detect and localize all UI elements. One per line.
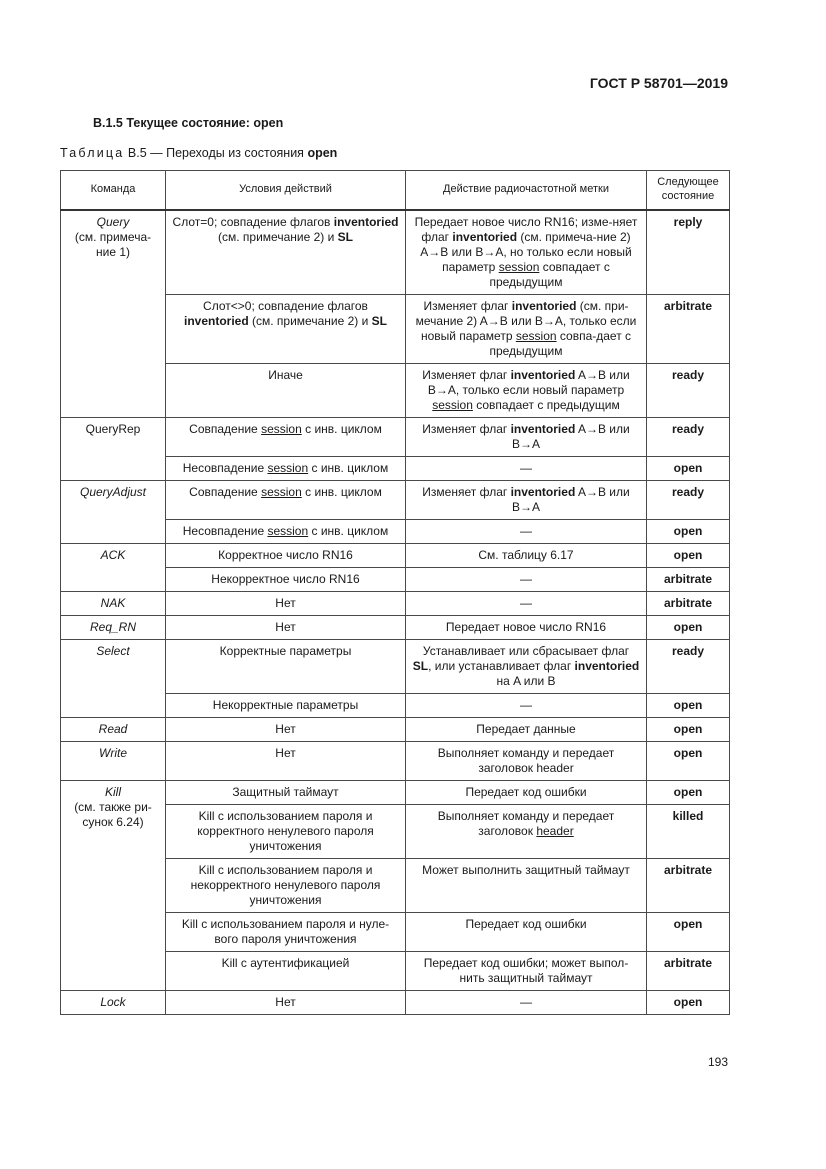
- condition-cell: Некорректные параметры: [166, 694, 406, 718]
- action-cell: —: [406, 568, 647, 592]
- table-row: [61, 742, 730, 781]
- text-bold: inventoried: [510, 422, 576, 436]
- text-underlined: session: [515, 329, 557, 343]
- table-row: [61, 718, 730, 742]
- text: Совпадение: [189, 422, 258, 436]
- condition-cell: [166, 210, 406, 295]
- text: Передает новое число RN16; изме-няет флаг: [414, 215, 638, 244]
- text: Совпадение: [189, 485, 258, 499]
- next-state-cell: open: [647, 616, 730, 640]
- text-underlined: session: [261, 422, 302, 436]
- condition-cell: [166, 481, 406, 520]
- action-cell: —: [406, 457, 647, 481]
- next-state-cell: arbitrate: [647, 859, 730, 913]
- text: Слот=0; совпадение флагов: [172, 215, 331, 229]
- next-state-cell: reply: [647, 210, 730, 295]
- command-queryadjust: QueryAdjust: [61, 481, 166, 544]
- command-queryrep: QueryRep: [61, 418, 166, 481]
- text: A→B или B→A, только если новый параметр: [427, 368, 630, 397]
- next-state-cell: arbitrate: [647, 592, 730, 616]
- text-underlined: session: [498, 260, 540, 274]
- next-state-cell: open: [647, 718, 730, 742]
- action-cell: [406, 805, 647, 859]
- command-kill: [61, 781, 166, 991]
- condition-cell: Нет: [166, 592, 406, 616]
- text: с инв. циклом: [305, 422, 382, 436]
- action-cell: Передает код ошибки: [406, 781, 647, 805]
- text: (см. примечание 2) и: [218, 230, 335, 244]
- section-heading: B.1.5 Текущее состояние: open: [93, 116, 284, 130]
- text-underlined: session: [432, 398, 473, 412]
- text-bold: SL: [412, 659, 429, 673]
- condition-cell: Kill с использованием пароля и корректного ненулевого пароля уничтожения: [166, 805, 406, 859]
- command-name: Query: [96, 215, 130, 229]
- condition-cell: [166, 418, 406, 457]
- header-next-state: Следующее состояние: [647, 171, 730, 211]
- next-state-cell: ready: [647, 640, 730, 694]
- text-bold: SL: [337, 230, 353, 244]
- next-state-cell: ready: [647, 364, 730, 418]
- action-cell: [406, 418, 647, 457]
- command-ack: ACK: [61, 544, 166, 592]
- condition-cell: Kill с использованием пароля и некорректного ненулевого пароля уничтожения: [166, 859, 406, 913]
- condition-cell: [166, 457, 406, 481]
- text: с инв. циклом: [311, 461, 389, 475]
- next-state-cell: open: [647, 520, 730, 544]
- condition-cell: Нет: [166, 742, 406, 781]
- command-note: (см. примеча-ние 1): [74, 230, 152, 259]
- action-cell: Может выполнить защитный таймаут: [406, 859, 647, 913]
- action-cell: [406, 481, 647, 520]
- condition-cell: Корректные параметры: [166, 640, 406, 694]
- action-cell: Передает данные: [406, 718, 647, 742]
- text: на A или B: [496, 674, 556, 688]
- transitions-table: [60, 170, 730, 1015]
- next-state-cell: open: [647, 544, 730, 568]
- action-cell: См. таблицу 6.17: [406, 544, 647, 568]
- text: (см. при-мечание 2) A→B или B→A, только если новый параметр: [415, 299, 637, 343]
- table-row: [61, 640, 730, 694]
- command-select: Select: [61, 640, 166, 718]
- condition-cell: Kill с использованием пароля и нуле-вого пароля уничтожения: [166, 913, 406, 952]
- text: Устанавливает или сбрасывает флаг: [422, 644, 630, 658]
- header-command: Команда: [61, 171, 166, 211]
- table-caption: [60, 146, 337, 160]
- text-bold: inventoried: [452, 230, 518, 244]
- next-state-cell: open: [647, 694, 730, 718]
- text-bold: SL: [371, 314, 387, 328]
- text: , или устанавливает флаг: [428, 659, 572, 673]
- text: Несовпадение: [182, 461, 265, 475]
- page-number: 193: [707, 1055, 728, 1069]
- text-bold: inventoried: [510, 485, 576, 499]
- action-cell: —: [406, 694, 647, 718]
- action-cell: [406, 210, 647, 295]
- next-state-cell: open: [647, 781, 730, 805]
- text: Изменяет флаг: [423, 299, 509, 313]
- next-state-cell: arbitrate: [647, 568, 730, 592]
- table-row: [61, 991, 730, 1015]
- table-row: [61, 616, 730, 640]
- text-bold: inventoried: [574, 659, 640, 673]
- action-cell: [406, 364, 647, 418]
- text: с инв. циклом: [311, 524, 389, 538]
- action-cell: Выполняет команду и передает заголовок header: [406, 742, 647, 781]
- text: Изменяет флаг: [422, 485, 508, 499]
- next-state-cell: arbitrate: [647, 952, 730, 991]
- header-conditions: Условия действий: [166, 171, 406, 211]
- condition-cell: Kill с аутентификацией: [166, 952, 406, 991]
- text-bold: inventoried: [333, 215, 399, 229]
- table-row: [61, 210, 730, 295]
- next-state-cell: ready: [647, 481, 730, 520]
- table-row: [61, 592, 730, 616]
- command-read: Read: [61, 718, 166, 742]
- condition-cell: [166, 295, 406, 364]
- condition-cell: Иначе: [166, 364, 406, 418]
- command-query: [61, 210, 166, 418]
- command-lock: Lock: [61, 991, 166, 1015]
- action-cell: —: [406, 592, 647, 616]
- text-bold: inventoried: [510, 368, 576, 382]
- text-underlined: session: [267, 461, 309, 475]
- text: Выполняет команду и передает заголовок: [437, 809, 615, 838]
- text-bold: inventoried: [183, 314, 249, 328]
- action-cell: Передает код ошибки; может выпол-нить защитный таймаут: [406, 952, 647, 991]
- action-cell: —: [406, 991, 647, 1015]
- text: A→B или B→A: [511, 422, 630, 451]
- standard-header: ГОСТ Р 58701—2019: [589, 75, 728, 91]
- text: (см. примеча-ние 2) A→B или B→A, но только если новый параметр: [420, 230, 632, 274]
- text: с инв. циклом: [305, 485, 382, 499]
- condition-cell: Нет: [166, 616, 406, 640]
- command-write: Write: [61, 742, 166, 781]
- command-name: Kill: [104, 785, 121, 799]
- action-cell: —: [406, 520, 647, 544]
- table-row: [61, 481, 730, 520]
- next-state-cell: open: [647, 991, 730, 1015]
- action-cell: Передает новое число RN16: [406, 616, 647, 640]
- caption-state: open: [307, 146, 338, 160]
- condition-cell: Корректное число RN16: [166, 544, 406, 568]
- command-nak: NAK: [61, 592, 166, 616]
- caption-rest: B.5 — Переходы из состояния: [127, 146, 304, 160]
- text-bold: inventoried: [511, 299, 577, 313]
- table-row: [61, 544, 730, 568]
- next-state-cell: open: [647, 913, 730, 952]
- text: Изменяет флаг: [422, 422, 508, 436]
- text: (см. примечание 2) и: [252, 314, 369, 328]
- text-underlined: session: [261, 485, 302, 499]
- next-state-cell: killed: [647, 805, 730, 859]
- text: Несовпадение: [182, 524, 265, 538]
- header-action: Действие радиочастотной метки: [406, 171, 647, 211]
- text-underlined: session: [267, 524, 309, 538]
- table-header-row: [61, 171, 730, 211]
- table-row: [61, 418, 730, 457]
- condition-cell: [166, 520, 406, 544]
- text: Изменяет флаг: [422, 368, 508, 382]
- text: совпадает с предыдущим: [476, 398, 620, 412]
- text-underlined: header: [536, 824, 574, 838]
- text: совпадает с предыдущим: [489, 260, 610, 289]
- next-state-cell: ready: [647, 418, 730, 457]
- text: Слот<>0; совпадение флагов: [203, 299, 368, 313]
- action-cell: Передает код ошибки: [406, 913, 647, 952]
- next-state-cell: open: [647, 457, 730, 481]
- text: A→B или B→A: [511, 485, 630, 514]
- action-cell: [406, 295, 647, 364]
- condition-cell: Защитный таймаут: [166, 781, 406, 805]
- text: совпа-дает с предыдущим: [489, 329, 632, 358]
- command-req-rn: Req_RN: [61, 616, 166, 640]
- caption-prefix: Таблица: [60, 146, 125, 160]
- condition-cell: Нет: [166, 991, 406, 1015]
- next-state-cell: arbitrate: [647, 295, 730, 364]
- next-state-cell: open: [647, 742, 730, 781]
- action-cell: [406, 640, 647, 694]
- command-note: (см. также ри-сунок 6.24): [74, 800, 152, 829]
- condition-cell: Некорректное число RN16: [166, 568, 406, 592]
- condition-cell: Нет: [166, 718, 406, 742]
- table-row: [61, 781, 730, 805]
